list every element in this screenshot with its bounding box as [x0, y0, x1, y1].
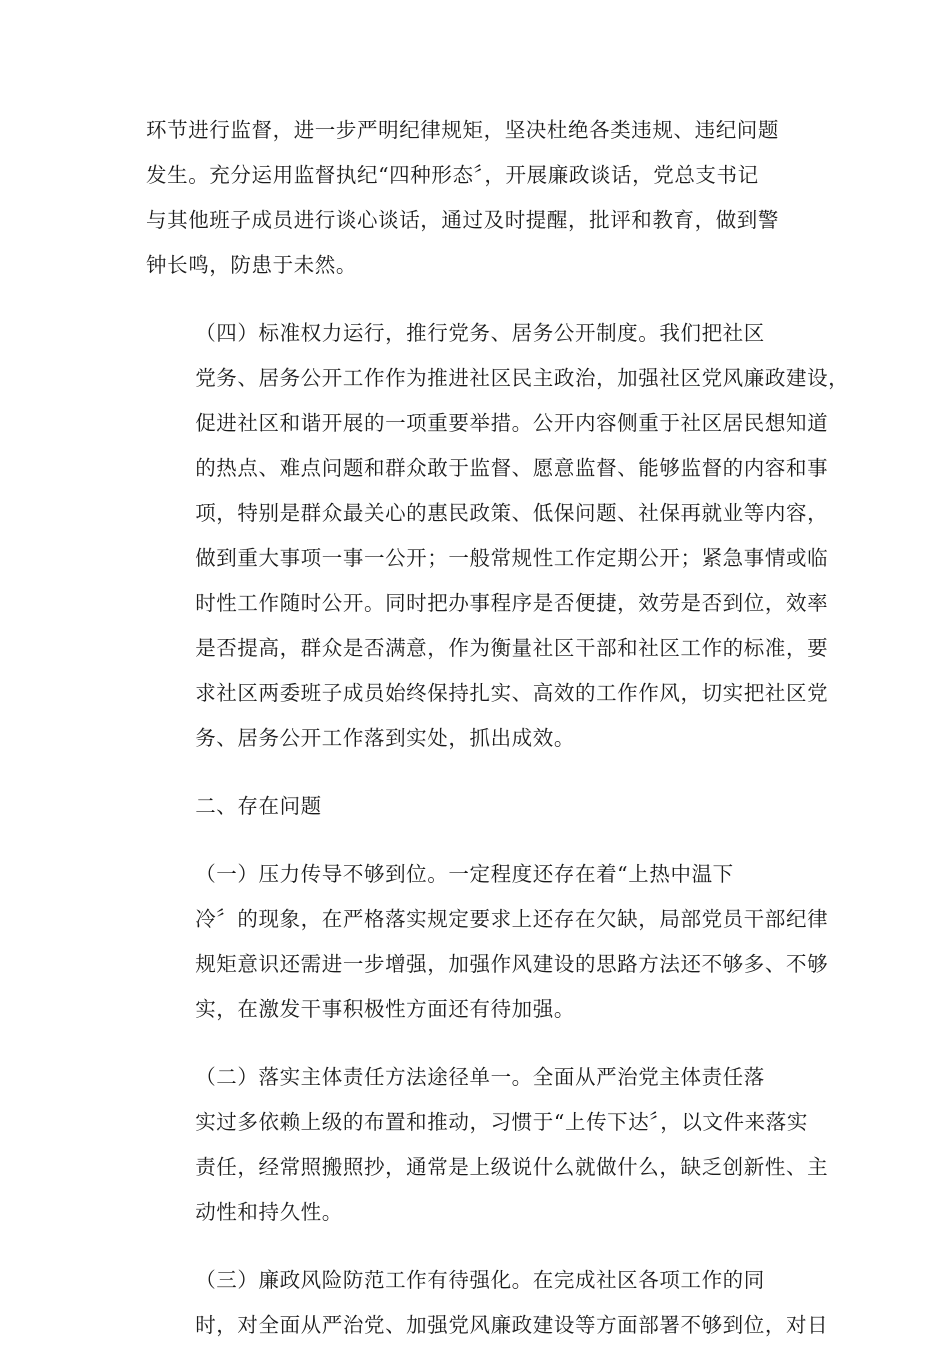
text-line: 实，在激发干事积极性方面还有待加强。	[195, 997, 575, 1021]
paragraph	[146, 852, 829, 1032]
text-line: 是否提高，群众是否满意，作为衡量社区干部和社区工作的标准，要	[195, 636, 829, 660]
text-line: （四）标准权力运行，推行党务、居务公开制度。我们把社区	[195, 321, 765, 345]
paragraph	[146, 784, 806, 829]
text-line: 二、存在问题	[195, 794, 322, 818]
text-line: 时性工作随时公开。同时把办事程序是否便捷，效劳是否到位，效率	[195, 591, 829, 615]
text-line: 求社区两委班子成员始终保持扎实、高效的工作作风，切实把社区党	[195, 681, 829, 705]
text-line: （三）廉政风险防范工作有待强化。在完成社区各项工作的同	[195, 1268, 765, 1292]
text-line: 动性和持久性。	[195, 1200, 343, 1224]
paragraph	[146, 311, 850, 761]
text-line: 与其他班子成员进行谈心谈话，通过及时提醒，批评和教育，做到警	[146, 208, 779, 232]
document-body	[146, 108, 850, 1371]
text-line: 项，特别是群众最关心的惠民政策、低保问题、社保再就业等内容，	[195, 501, 829, 525]
text-line: 发生。充分运用监督执纪“四种形态〞，开展廉政谈话，党总支书记	[146, 163, 759, 187]
text-line: （二）落实主体责任方法途径单一。全面从严治党主体责任落	[195, 1065, 765, 1089]
text-line: 做到重大事项一事一公开；一般常规性工作定期公开；紧急事情或临	[195, 546, 829, 570]
text-line: 规矩意识还需进一步增强，加强作风建设的思路方法还不够多、不够	[195, 952, 829, 976]
text-line: 党务、居务公开工作作为推进社区民主政治，加强社区党风廉政建设，	[195, 366, 850, 390]
text-line: 的热点、难点问题和群众敢于监督、愿意监督、能够监督的内容和事	[195, 456, 829, 480]
text-line: 实过多依赖上级的布置和推动，习惯于“上传下达〞，以文件来落实	[195, 1110, 808, 1134]
text-line: （一）压力传导不够到位。一定程度还存在着“上热中温下	[195, 862, 734, 886]
paragraph	[146, 1055, 829, 1235]
paragraph	[146, 108, 806, 288]
text-line: 促进社区和谐开展的一项重要举措。公开内容侧重于社区居民想知道	[195, 411, 829, 435]
text-line: 钟长鸣，防患于未然。	[146, 253, 357, 277]
paragraph	[146, 1258, 829, 1348]
text-line: 务、居务公开工作落到实处，抓出成效。	[195, 726, 575, 750]
text-line: 责任，经常照搬照抄，通常是上级说什么就做什么，缺乏创新性、主	[195, 1155, 829, 1179]
text-line: 冷〞的现象，在严格落实规定要求上还存在欠缺，局部党员干部纪律	[195, 907, 829, 931]
text-line: 时，对全面从严治党、加强党风廉政建设等方面部署不够到位，对日	[195, 1313, 829, 1337]
text-line: 环节进行监督，进一步严明纪律规矩，坚决杜绝各类违规、违纪问题	[146, 118, 779, 142]
